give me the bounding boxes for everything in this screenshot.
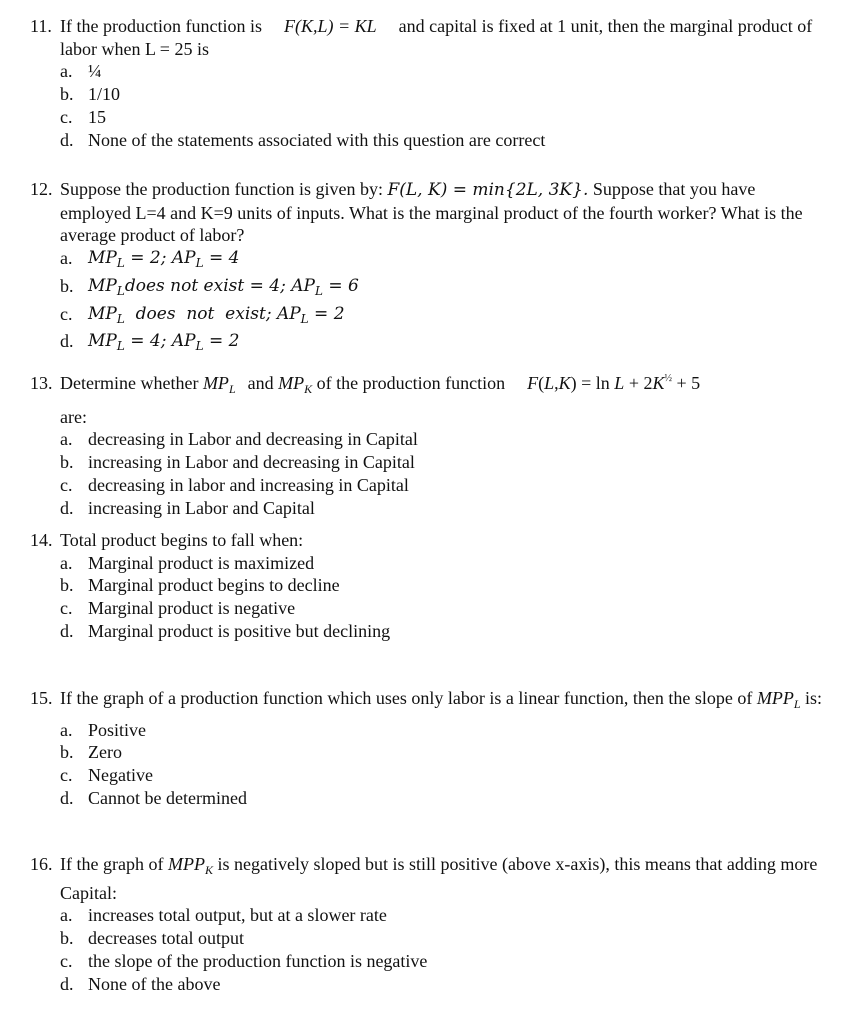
- option-a: a. decreasing in Labor and decreasing in Capital: [60, 429, 418, 450]
- option-c: c. decreasing in labor and increasing in Capital: [60, 474, 409, 495]
- question-stem: 13. Determine whether $MP_L$ and $MP_K$ of the production function $F(L,K) = \ln L + 2K^{\frac{1}{2}} + 5$: [30, 373, 701, 396]
- question-stem: 16. If the graph of $MPP_K$ is negatively sloped but is still positive (above x-axis), this means that adding more Capital:: [30, 854, 818, 903]
- question-stem: 15. If the graph of a production function which uses only labor is a linear function, then the slope of $MPP_L$ is:: [30, 688, 823, 711]
- mpk-term: $MP_K$: [278, 373, 313, 396]
- option-b: b. Zero: [60, 742, 122, 763]
- question-number: 11.: [30, 16, 52, 36]
- answer-options: [60, 428, 830, 519]
- question-13: [30, 368, 830, 519]
- question-number: 12.: [30, 179, 53, 199]
- option-a: a. Positive: [60, 719, 147, 740]
- option-d: d. $MP_L = 4$; $AP_L = 2$: [60, 330, 830, 358]
- question-12: [30, 178, 830, 358]
- option-c: c. $MP_L$ does not exist; $AP_L = 2$: [60, 303, 830, 331]
- option-d: d. None of the statements associated with this question are correct: [60, 129, 546, 150]
- question-stem: [30, 529, 830, 552]
- stem-text: Determine whether: [60, 373, 199, 393]
- option-d: d. None of the above: [60, 973, 221, 994]
- answer-options: [60, 552, 830, 643]
- option-c: c. Negative: [60, 765, 153, 786]
- option-b: b. 1/10: [60, 84, 121, 105]
- answer-options: [60, 60, 830, 151]
- option-text: $MP_L$ does not exist; $AP_L = 2$: [88, 303, 345, 326]
- answer-options: [60, 247, 830, 358]
- option-a: a. $MP_L = 2$; $AP_L = 4$: [60, 247, 830, 275]
- mppl-term: $MPP_L$: [756, 688, 801, 711]
- question-stem: [30, 15, 830, 60]
- answer-options: [60, 719, 830, 810]
- stem-tail: are:: [60, 406, 87, 427]
- stem-text: If the graph of a production function which uses only labor is a linear function, then the slope of: [60, 688, 753, 708]
- mpl-term: $MP_L$: [202, 373, 236, 396]
- option-a: a. ¼: [60, 61, 102, 82]
- option-a: a. Marginal product is maximized: [60, 552, 315, 573]
- mppk-term: $MPP_K$: [167, 854, 213, 877]
- question-number: 15.: [30, 688, 53, 708]
- stem-text: If the graph of: [60, 854, 164, 874]
- option-b: b. $MP_Ldoes$ not exist = 4; $AP_L = 6$: [60, 275, 830, 303]
- question-14: [30, 529, 830, 643]
- option-a: a. increases total output, but at a slower rate: [60, 905, 387, 926]
- question-15: [30, 687, 830, 810]
- production-formula: F(L, K) = min{2L, 3K}.: [387, 180, 589, 200]
- option-d: d. increasing in Labor and Capital: [60, 497, 315, 518]
- question-stem: [30, 178, 830, 247]
- stem-text: Suppose the production function is given by:: [60, 179, 383, 199]
- stem-text-continued: and capital is fixed at 1 unit, then the marginal product of labor when L = 25 is: [60, 16, 813, 59]
- option-text: $MP_Ldoes$ not exist = 4; $AP_L = 6$: [88, 275, 359, 298]
- stem-text: If the production function is: [60, 16, 262, 36]
- option-c: c. the slope of the production function is negative: [60, 950, 428, 971]
- option-d: d. Marginal product is positive but declining: [60, 620, 391, 641]
- option-text: $MP_L = 2$; $AP_L = 4$: [88, 248, 240, 271]
- stem-text-continued: Suppose that you have employed L=4 and K=9 units of inputs. What is the marginal product of the fourth worker? What is the average product of labor?: [60, 179, 803, 246]
- option-b: b. increasing in Labor and decreasing in Capital: [60, 452, 415, 473]
- option-b: b. Marginal product begins to decline: [60, 575, 340, 596]
- question-11: [30, 15, 830, 151]
- question-number: 16.: [30, 854, 53, 874]
- production-formula: F(K,L) = KL: [283, 16, 377, 36]
- option-c: c. 15: [60, 106, 106, 127]
- question-16: [30, 853, 830, 995]
- stem-text: Total product begins to fall when:: [60, 530, 304, 550]
- option-c: c. Marginal product is negative: [60, 598, 296, 619]
- option-d: d. Cannot be determined: [60, 787, 247, 808]
- question-number: 13.: [30, 373, 53, 393]
- option-b: b. decreases total output: [60, 928, 244, 949]
- production-formula: F: [527, 373, 539, 393]
- option-text: $MP_L = 4$; $AP_L = 2$: [88, 331, 240, 354]
- question-number: 14.: [30, 530, 53, 550]
- answer-options: [60, 904, 830, 995]
